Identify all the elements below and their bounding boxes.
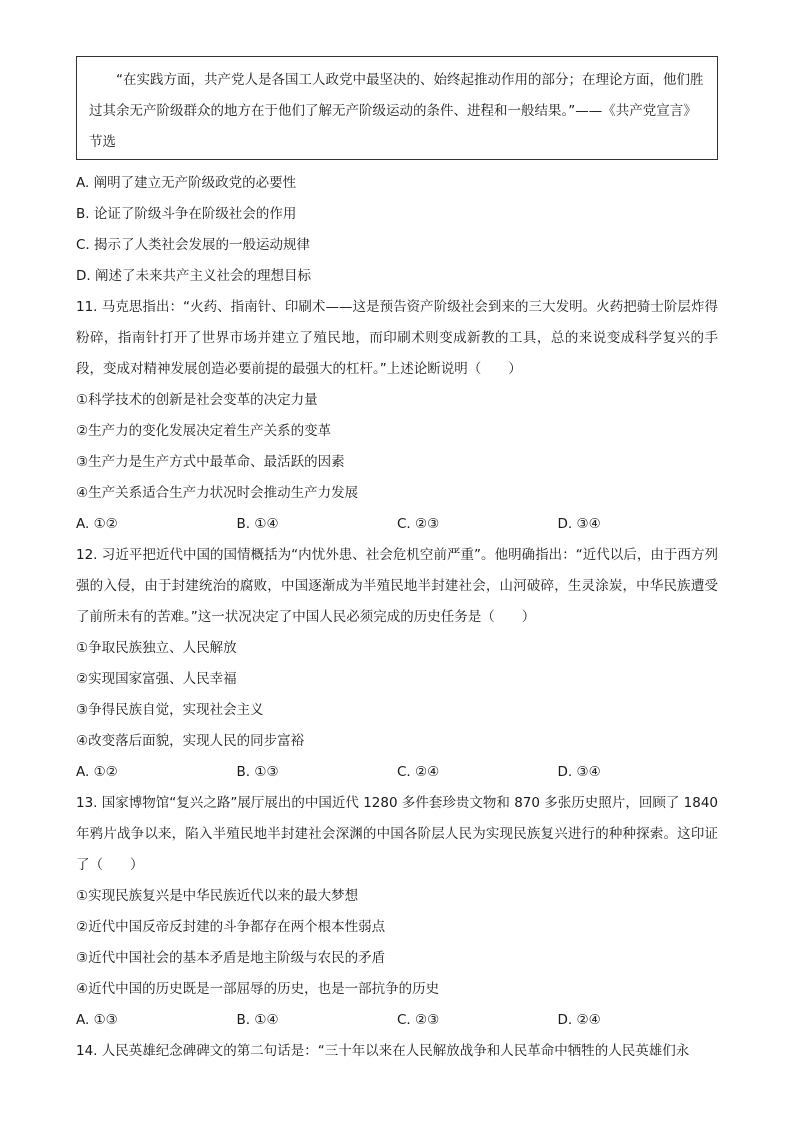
q11-choices xyxy=(76,509,718,540)
q11-item-4: ④生产关系适合生产力状况时会推动生产力发展 xyxy=(76,485,359,501)
q13-stem: 13. 国家博物馆“复兴之路”展厅展出的中国近代 1280 多件套珍贵文物和 870 多张历史照片，回顾了 1840 年鸦片战争以来，陷入半殖民地半封建社会深渊的中国各阶层人民为实现民族复兴进行的种种探索。这印证了（ ） xyxy=(76,795,718,873)
q12-choice-b: B. ①③ xyxy=(236,764,279,780)
q11-choice-d: D. ③④ xyxy=(557,516,601,532)
q11-choice-c: C. ②③ xyxy=(397,516,440,532)
q12-stem: 12. 习近平把近代中国的国情概括为“内忧外患、社会危机空前严重”。他明确指出：“近代以后，由于西方列强的入侵，由于封建统治的腐败，中国逐渐成为半殖民地半封建社会，山河破碎，生灵涂炭，中华民族遭受了前所未有的苦难。”这一状况决定了中国人民必须完成的历史任务是（ ） xyxy=(76,547,718,625)
q13-choice-a: A. ①③ xyxy=(76,1012,118,1028)
q10-option-a: A. 阐明了建立无产阶级政党的必要性 xyxy=(76,175,297,191)
q13-choice-d: D. ②④ xyxy=(557,1012,601,1028)
q13-item-1: ①实现民族复兴是中华民族近代以来的最大梦想 xyxy=(76,888,359,904)
q13-item-4: ④近代中国的历史既是一部屈辱的历史，也是一部抗争的历史 xyxy=(76,981,440,997)
q13-item-3: ③近代中国社会的基本矛盾是地主阶级与农民的矛盾 xyxy=(76,950,386,966)
q12-choice-c: C. ②④ xyxy=(397,764,440,780)
q11-choice-a: A. ①② xyxy=(76,516,118,532)
quote-box xyxy=(76,56,718,160)
q12-choice-d: D. ③④ xyxy=(557,764,601,780)
q12-item-2: ②实现国家富强、人民幸福 xyxy=(76,671,237,687)
q13-item-2: ②近代中国反帝反封建的斗争都存在两个根本性弱点 xyxy=(76,919,386,935)
q10-quote: “在实践方面，共产党人是各国工人政党中最坚决的、始终起推动作用的部分；在理论方面，他们胜过其余无产阶级群众的地方在于他们了解无产阶级运动的条件、进程和一般结果。”——《共产党宣言》节选 xyxy=(89,72,704,150)
q13-choices xyxy=(76,1005,718,1036)
q12-item-4: ④改变落后面貌，实现人民的同步富裕 xyxy=(76,733,305,749)
q12-choices xyxy=(76,757,718,788)
q12-item-1: ①争取民族独立、人民解放 xyxy=(76,640,237,656)
q12-choice-a: A. ①② xyxy=(76,764,118,780)
q10-option-c: C. 揭示了人类社会发展的一般运动规律 xyxy=(76,237,311,253)
q11-item-3: ③生产力是生产方式中最革命、最活跃的因素 xyxy=(76,454,345,470)
q14-stem: 14. 人民英雄纪念碑碑文的第二句话是：“三十年以来在人民解放战争和人民革命中牺牲的人民英雄们永 xyxy=(76,1043,690,1059)
q11-item-2: ②生产力的变化发展决定着生产关系的变革 xyxy=(76,423,332,439)
q11-stem: 11. 马克思指出：“火药、指南针、印刷术——这是预告资产阶级社会到来的三大发明。火药把骑士阶层炸得粉碎，指南针打开了世界市场并建立了殖民地，而印刷术则变成新教的工具，总的来说变成科学复兴的手段，变成对精神发展创造必要前提的最强大的杠杆。”上述论断说明（ ） xyxy=(76,299,718,377)
q13-choice-b: B. ①④ xyxy=(236,1012,279,1028)
q11-item-1: ①科学技术的创新是社会变革的决定力量 xyxy=(76,392,318,408)
q10-option-d: D. 阐述了未来共产主义社会的理想目标 xyxy=(76,268,311,284)
q11-choice-b: B. ①④ xyxy=(236,516,279,532)
q10-option-b: B. 论证了阶级斗争在阶级社会的作用 xyxy=(76,206,297,222)
q12-item-3: ③争得民族自觉，实现社会主义 xyxy=(76,702,264,718)
exam-page xyxy=(76,56,718,1067)
q13-choice-c: C. ②③ xyxy=(397,1012,440,1028)
